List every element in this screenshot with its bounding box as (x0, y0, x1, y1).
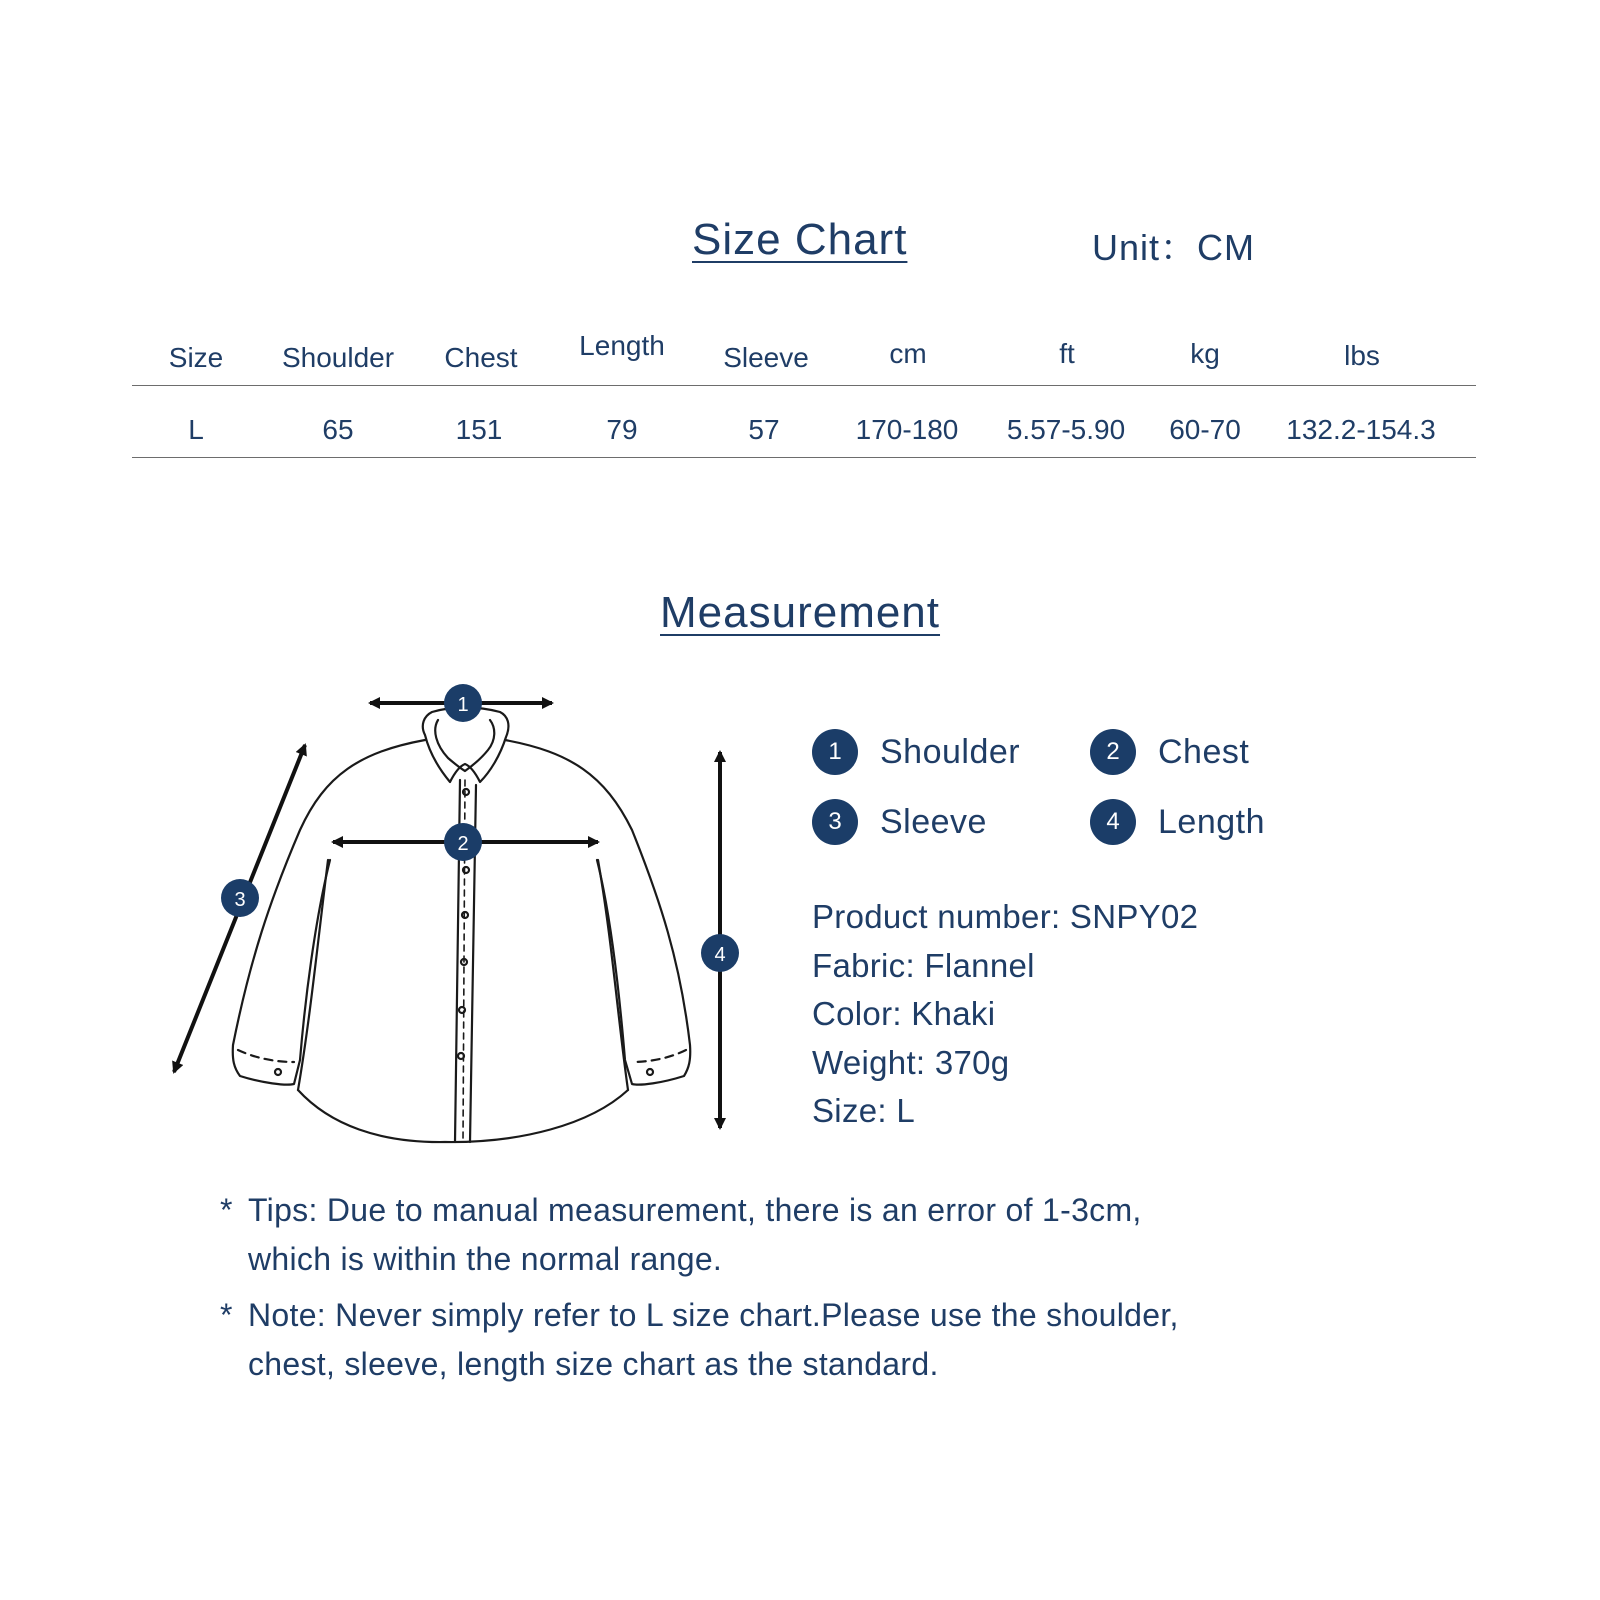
shirt-diagram (150, 670, 750, 1150)
header-length: Length (579, 330, 665, 361)
size-note (220, 1291, 1179, 1389)
note-line-1: Note: Never simply refer to L size chart.Please use the shoulder, (248, 1297, 1179, 1333)
spec-weight: Weight: 370g (812, 1043, 1010, 1081)
legend-length (1090, 797, 1265, 847)
svg-text:4: 4 (714, 944, 726, 966)
cell-size: L (188, 414, 204, 445)
size-table (132, 330, 1476, 458)
svg-text:2: 2 (457, 833, 469, 855)
table-divider (132, 385, 1476, 386)
length-badge (701, 934, 739, 972)
legend-badge: 1 (812, 729, 858, 775)
table-header-row (132, 330, 1476, 386)
chest-badge (444, 823, 482, 861)
cell-shoulder: 65 (322, 414, 354, 445)
legend-badge: 4 (1090, 799, 1136, 845)
shirt-outline-icon (233, 708, 690, 1143)
tips-line-1: Tips: Due to manual measurement, there is an error of 1-3cm, (248, 1192, 1142, 1228)
header-ft: ft (1059, 338, 1075, 369)
sleeve-badge (221, 879, 259, 917)
cell-kg: 60-70 (1169, 414, 1241, 445)
cell-cm: 170-180 (855, 414, 959, 445)
legend-chest (1090, 727, 1249, 777)
legend-label: Chest (1158, 732, 1250, 771)
unit-label: Unit：CM (1092, 227, 1256, 268)
legend-label: Length (1158, 802, 1265, 841)
legend-shoulder (812, 727, 1020, 777)
note-bullet: * (220, 1297, 233, 1333)
legend-badge: 2 (1090, 729, 1136, 775)
table-bottom-line (132, 457, 1476, 458)
note-bullet: * (220, 1192, 233, 1228)
cell-sleeve: 57 (748, 414, 780, 445)
measurement-title: Measurement (660, 588, 941, 637)
spec-product-number: Product number: SNPY02 (812, 898, 1199, 935)
legend-label: Sleeve (880, 802, 987, 841)
header-kg: kg (1190, 338, 1220, 369)
header-shoulder: Shoulder (281, 342, 395, 373)
legend-badge: 3 (812, 799, 858, 845)
svg-text:1: 1 (457, 694, 469, 716)
spec-size: Size: L (812, 1092, 915, 1129)
cell-lbs: 132.2-154.3 (1286, 414, 1436, 445)
header-size: Size (168, 342, 224, 373)
header-sleeve: Sleeve (723, 342, 809, 373)
spec-color: Color: Khaki (812, 995, 996, 1032)
tips-line-2: which is within the normal range. (248, 1241, 723, 1277)
spec-fabric: Fabric: Flannel (812, 946, 1035, 984)
note-line-2: chest, sleeve, length size chart as the standard. (248, 1346, 939, 1382)
header-chest: Chest (444, 342, 518, 373)
header-lbs: lbs (1344, 340, 1380, 371)
svg-text:3: 3 (234, 889, 246, 911)
cell-chest: 151 (455, 414, 503, 445)
legend-label: Shoulder (880, 732, 1021, 771)
tips-note (220, 1186, 1142, 1284)
header-cm: cm (889, 338, 927, 369)
shoulder-badge (444, 684, 482, 722)
cell-length: 79 (606, 414, 638, 445)
table-row (132, 402, 1476, 458)
size-chart-title: Size Chart (692, 215, 908, 264)
product-specs (812, 893, 1198, 1136)
cell-ft: 5.57-5.90 (1006, 414, 1126, 445)
legend-sleeve (812, 797, 987, 847)
